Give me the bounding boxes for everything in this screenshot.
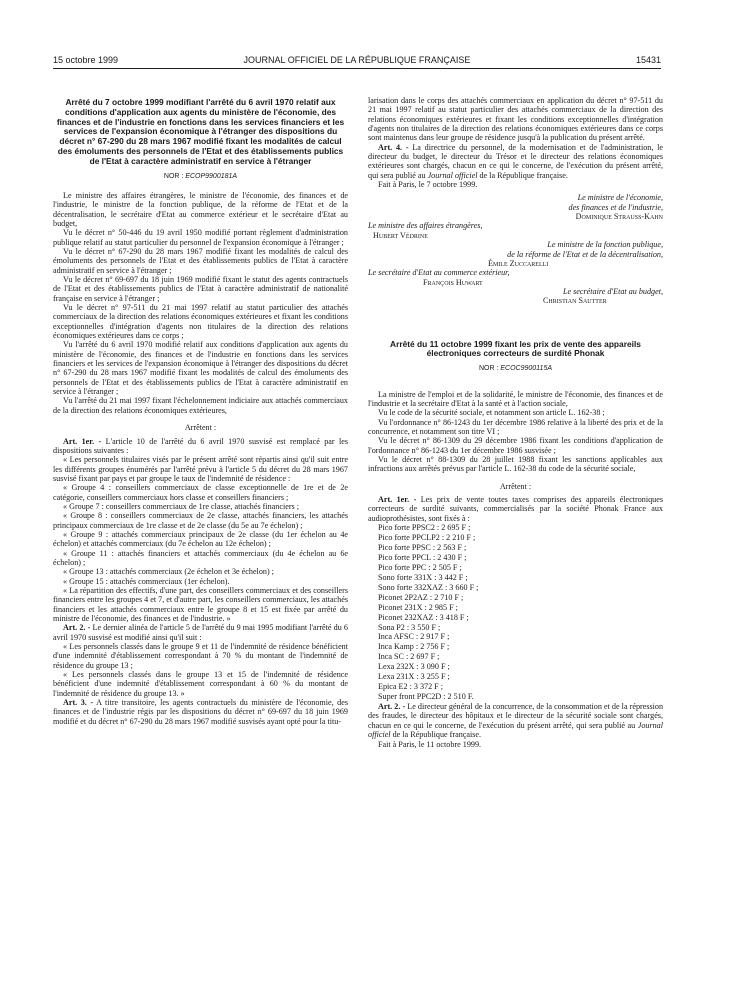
price-item: Sono forte 331X : 3 442 F ; [378, 572, 468, 582]
decree-1-visa: Vu le décret n° 50-446 du 19 avril 1950 modifié portant règlement d'administration publique relatif au statut particulier du personnel de l'expansion économique à l'étranger ; [53, 228, 348, 247]
price-item: Inca SC : 2 697 F ; [378, 652, 440, 662]
decree-2-article-1: Art. 1er. - Les prix de vente toutes taxes comprises des appareils électroniques correcteurs de surdité suivants, commercialisés par la société Phonak France aux audioprothésistes, sont fixés à : [368, 494, 663, 523]
decree-1-visa: Vu l'arrêté du 6 avril 1970 modifié relatif aux conditions d'application aux agents du ministère de l'économie, des finances et de l'industrie en fonctions dans les services financiers et les services de l'expansion économique à l'étranger des dispositions du décret n° 67-290 du 28 mars 1967 modifié fixant les modalités de calcul des émoluments des personnels de l'Etat et des établissements publics de l'Etat à caractère administratif en service à l'étranger ; [53, 340, 348, 397]
price-item: Piconet 2P2AZ : 2 710 F ; [378, 592, 464, 602]
decree-1-article-4: Art. 4. - La directrice du personnel, de la modernisation et de l'administration, le directeur du budget, le directeur du Trésor et le directeur des relations économiques extérieures sont chargés, chacun en ce qui le concerne, de l'exécution du présent arrêté, qui sera publié au Journal officiel de la République française. [368, 142, 664, 180]
decree-2-visa: Vu le décret n° 86-1309 du 29 décembre 1986 fixant les conditions d'application de l'ordonnance n° 86-1243 du 1er décembre 1986 susvisée ; [368, 436, 663, 455]
price-item: Super front PPC2D : 2 510 F. [378, 692, 474, 702]
price-item: Lexa 232X : 3 090 F ; [378, 662, 450, 672]
signature-name: Christian Sautter [543, 296, 607, 306]
decree-2-title: Arrêté du 11 octobre 1999 fixant les prix de vente des appareils électroniques correcteurs de surdité Phonak [390, 338, 641, 359]
header-page-number: 15431 [635, 55, 661, 65]
decree-1-visa: Vu le décret n° 67-290 du 28 mars 1967 modifié fixant les modalités de calcul des émoluments des personnels de l'Etat et des établissements publics de l'Etat à caractère administratif en service à l'étranger ; [53, 246, 348, 275]
decree-1-quote: « Groupe 13 : attachés commerciaux (2e échelon et 3e échelon) ; [63, 567, 274, 577]
signature-title: des finances et de l'industrie, [568, 202, 663, 212]
price-item: Pico forte PPCL : 2 430 F ; [378, 552, 467, 562]
price-item: Piconet 232XAZ : 3 418 F ; [378, 612, 469, 622]
decree-1-article-2: Art. 2. - Le dernier alinéa de l'article 5 de l'arrêté du 9 mai 1995 modifiant l'arrêté du 6 avril 1970 susvisé est modifié ainsi qu'il suit : [53, 623, 348, 642]
price-item: Pico forte PPSC : 2 563 F ; [378, 542, 467, 552]
header-rule [53, 68, 661, 69]
signature-title: de la réforme de l'Etat et de la décentralisation, [507, 249, 663, 259]
decree-2-fait: Fait à Paris, le 11 octobre 1999. [378, 739, 482, 749]
price-item: Pico forte PPCLP2 : 2 210 F ; [378, 532, 476, 542]
decree-1-article-3: Art. 3. - A titre transitoire, les agents contractuels du ministère de l'économie, des finances et de l'industrie régis par les dispositions du décret n° 69-697 du 18 juin 1969 modifié et du décret n° 67-290 du 28 mars 1967 modifié susvisés ayant opté pour la titu- [53, 698, 348, 726]
decree-1-quote: « Groupe 8 : conseillers commerciaux de 2e classe, attachés financiers, les attachés principaux commerciaux de 1re classe et de 2e classe (du 5e au 7e échelon) ; [53, 511, 348, 530]
price-item: Piconet 231X : 2 985 F ; [378, 602, 458, 612]
decree-1-quote: « Groupe 9 : attachés commerciaux principaux de 2e classe (du 1er échelon au 4e échelon) et attachés commerciaux (du 7e échelon au 12e échelon) ; [53, 529, 348, 549]
decree-1-quote: « Les personnels classés dans le groupe 9 et 11 de l'indemnité de résidence bénéficient d'une indemnité d'établissement correspondant à 70 % du montant de l'indemnité de résidence du groupe 13 ; [53, 642, 348, 670]
left-column [53, 98, 348, 726]
decree-1-article-1: Art. 1er. - L'article 10 de l'arrêté du 6 avril 1970 susvisé est remplacé par les dispositions suivantes : [53, 436, 348, 455]
signature-name: Hubert Védrine [373, 230, 428, 240]
signature-name: François Huwart [423, 277, 483, 287]
price-item: Inca AFSC : 2 917 F ; [378, 632, 450, 642]
decree-1-arretent: Arrêtent : [184, 423, 217, 433]
price-item: Inca Kamp : 2 756 F ; [378, 642, 450, 652]
decree-2-nor: NOR : ECOC9900115A [478, 365, 553, 373]
decree-1-quote: « Les personnels titulaires visés par le présent arrêté sont répartis ainsi qu'il suit entre les différents groupes énumérés par l'arrêté prévu à l'article 5 du décret du 28 mars 1967 susvisé fixant par pays et par groupe le taux de l'indemnité de résidence : [53, 455, 348, 483]
signature-name: Dominique Strauss-Kahn [575, 212, 663, 222]
price-item: Pico forte PPC : 2 505 F ; [378, 562, 462, 572]
decree-1-quote: « Groupe 4 : conseillers commerciaux de classe exceptionnelle de 1re et de 2e catégorie, conseillers commerciaux hors classe et conseillers financiers ; [53, 483, 348, 502]
decree-1-preamble: Le ministre des affaires étrangères, le ministre de l'économie, des finances et de l'industrie, le ministre de la fonction publique, de la réforme de l'Etat et de la décentralisation, le secrétaire d'Etat au commerce extérieur et le secrétaire d'Etat au budget, [53, 190, 348, 228]
decree-2-article-2: Art. 2. - Le directeur général de la concurrence, de la consommation et de la répression des fraudes, le directeur des hôpitaux et le directeur de la sécurité sociale sont chargés, chacun en ce qui le concerne, de l'exécution du présent arrêté, qui sera publié au Journal officiel de la République française. [368, 702, 664, 740]
decree-1-visa: Vu le décret n° 97-511 du 21 mai 1997 relatif au statut particulier des attachés commerciaux de la direction des relations économiques extérieures et fixant les conditions exceptionnelles d'intégration d'agents non titulaires de la direction des relations économiques extérieures dans ce corps ; [53, 303, 348, 341]
signature-name: Émile Zuccarelli [488, 258, 549, 268]
right-column [368, 96, 663, 749]
price-list [368, 523, 663, 702]
decree-2-preamble: La ministre de l'emploi et de la solidarité, le ministre de l'économie, des finances et de l'industrie et la secrétaire d'Etat à la santé et à l'action sociale, [368, 389, 663, 408]
decree-1-fait: Fait à Paris, le 7 octobre 1999. [378, 180, 478, 190]
price-item: Epica E2 : 3 372 F ; [378, 682, 443, 692]
decree-1-quote: « Les personnels classés dans le groupe 13 et 15 de l'indemnité de résidence bénéficient d'une indemnité d'établissement correspondant à 60 % du montant de l'indemnité de résidence du groupe 13. » [53, 670, 348, 698]
decree-2-visa: Vu le code de la sécurité sociale, et notamment son article L. 162-38 ; [378, 408, 605, 418]
decree-1-quote: « Groupe 7 : conseillers commerciaux de 1re classe, attachés financiers ; [63, 501, 299, 511]
decree-2-visa: Vu l'ordonnance n° 86-1243 du 1er décembre 1986 relative à la liberté des prix et de la concurrence, et notamment son titre VI ; [368, 417, 663, 436]
decree-1-visa: Vu l'arrêté du 21 mai 1997 fixant l'échelonnement indiciaire aux attachés commerciaux de la direction des relations économiques extérieures, [53, 396, 348, 415]
decree-2-visa: Vu le décret n° 88-1309 du 28 juillet 1988 fixant les sanctions applicables aux infractions aux arrêtés prévus par l'article L. 162-38 du code de la sécurité sociale, [368, 454, 663, 474]
signature-title: Le ministre de l'économie, [577, 193, 663, 203]
signature-title: Le ministre des affaires étrangères, [368, 221, 483, 231]
price-item: Sona P2 : 3 550 F ; [378, 622, 441, 632]
decree-1-quote: « Groupe 11 : attachés financiers et attachés commerciaux (du 4e échelon au 6e échelon) ; [53, 548, 348, 567]
decree-2-arretent: Arrêtent : [499, 481, 532, 491]
signature-title: Le secrétaire d'Etat au budget, [562, 286, 663, 296]
decree-1-title: Arrêté du 7 octobre 1999 modifiant l'arrêté du 6 avril 1970 relatif aux conditions d'application aux agents du ministère de l'économie, des finances et de l'industrie en fonctions dans les services financiers et les services de l'expansion économique à l'étranger des dispositions du décret n° 67-290 du 28 mars 1967 modifié fixant les modalités de calcul des émoluments des personnels de l'Etat et des établissements publics de l'Etat à caractère administratif en service à l'étranger [56, 97, 345, 166]
decree-1-quote: « La répartition des effectifs, d'une part, des conseillers commerciaux et des conseillers financiers entre les groupes 4 et 7, et d'autre part, les conseillers commerciaux, les attachés financiers et les attachés commerciaux entre le groupe 8 et 15 est fixée par arrêté du ministre de l'économie, des finances et de l'industrie. » [53, 586, 348, 624]
decree-1-quote: « Groupe 15 : attachés commerciaux (1er échelon). [63, 576, 230, 586]
decree-1-nor: NOR : ECOP9900181A [163, 172, 238, 180]
page-header [53, 55, 661, 69]
price-item: Lexa 231X : 3 255 F ; [378, 672, 450, 682]
decree-1-article-3-cont: larisation dans le corps des attachés commerciaux en application du décret n° 97-511 du 21 mai 1997 relatif au statut particulier des attachés commerciaux de la direction des relations économiques extérieures et fixant les conditions exceptionnelles d'intégration d'agents non titulaires de la direction des relations économiques extérieures dans ce corps sont maintenus dans leur groupe de résidence jusqu'à la publication du présent arrêté. [368, 96, 663, 143]
signature-title: Le ministre de la fonction publique, [547, 240, 663, 250]
price-item: Pico forte PPSC2 : 2 695 F ; [378, 522, 471, 532]
header-date: 15 octobre 1999 [53, 55, 119, 65]
signature-title: Le secrétaire d'Etat au commerce extérieur, [368, 268, 510, 278]
header-journal: JOURNAL OFFICIEL DE LA RÉPUBLIQUE FRANÇAISE [243, 55, 471, 65]
price-item: Sono forte 332XAZ : 3 660 F ; [378, 582, 479, 592]
decree-1-visa: Vu le décret n° 69-697 du 18 juin 1969 modifié fixant le statut des agents contractuels de l'Etat et des établissements publics de l'Etat à caractère administratif de nationalité française en service à l'étranger ; [53, 275, 348, 303]
